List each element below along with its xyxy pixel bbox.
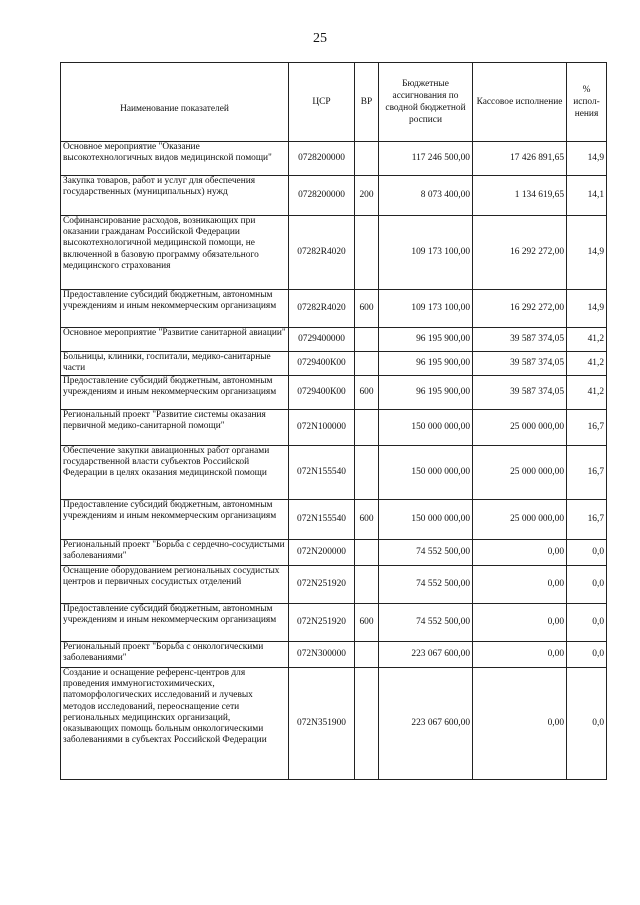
- row-budget-cell: 223 067 600,00: [379, 642, 473, 668]
- row-cash-cell: 25 000 000,00: [473, 410, 567, 446]
- row-name-cell: Региональный проект "Борьба с онкологическими заболеваниями": [61, 642, 289, 668]
- row-percent-cell: 16,7: [567, 500, 607, 540]
- row-csr-cell: 072N155540: [289, 446, 355, 500]
- row-vr-cell: [355, 540, 379, 566]
- table-row: [61, 446, 607, 500]
- row-percent-cell: 41,2: [567, 352, 607, 376]
- row-csr-cell: 072N200000: [289, 540, 355, 566]
- table-row: [61, 604, 607, 642]
- row-percent-cell: 0,0: [567, 642, 607, 668]
- table-row: [61, 566, 607, 604]
- row-name-cell: Больницы, клиники, госпитали, медико-санитарные части: [61, 352, 289, 376]
- row-vr-cell: [355, 446, 379, 500]
- table-row: [61, 668, 607, 780]
- header-percent: % испол-нения: [567, 63, 607, 142]
- row-vr-cell: 600: [355, 500, 379, 540]
- row-name-cell: Основное мероприятие "Развитие санитарной авиации": [61, 328, 289, 352]
- row-cash-cell: 17 426 891,65: [473, 142, 567, 176]
- table-row: [61, 142, 607, 176]
- row-name-cell: Оснащение оборудованием региональных сосудистых центров и первичных сосудистых отделений: [61, 566, 289, 604]
- row-csr-cell: 072N251920: [289, 566, 355, 604]
- table-row: [61, 328, 607, 352]
- row-vr-cell: [355, 668, 379, 780]
- row-name-cell: Создание и оснащение референс-центров для проведения иммуногистохимических, патоморфологических исследований и лучевых методов исследований, переоснащение сети региональных медицинских организаций, оказывающих помощь больным онкологическими заболеваниями в субъектах Российской Федерации: [61, 668, 289, 780]
- header-csr: ЦСР: [289, 63, 355, 142]
- row-vr-cell: 600: [355, 290, 379, 328]
- row-percent-cell: 14,9: [567, 142, 607, 176]
- row-vr-cell: 600: [355, 604, 379, 642]
- row-budget-cell: 74 552 500,00: [379, 566, 473, 604]
- row-vr-cell: [355, 410, 379, 446]
- row-cash-cell: 1 134 619,65: [473, 176, 567, 216]
- row-vr-cell: 600: [355, 376, 379, 410]
- row-cash-cell: 39 587 374,05: [473, 376, 567, 410]
- row-budget-cell: 8 073 400,00: [379, 176, 473, 216]
- table-row: [61, 290, 607, 328]
- row-percent-cell: 16,7: [567, 446, 607, 500]
- row-csr-cell: 0728200000: [289, 176, 355, 216]
- row-csr-cell: 07282R4020: [289, 290, 355, 328]
- row-cash-cell: 16 292 272,00: [473, 216, 567, 290]
- row-percent-cell: 0,0: [567, 566, 607, 604]
- row-budget-cell: 74 552 500,00: [379, 604, 473, 642]
- row-cash-cell: 0,00: [473, 642, 567, 668]
- row-budget-cell: 109 173 100,00: [379, 290, 473, 328]
- table-row: [61, 500, 607, 540]
- row-name-cell: Предоставление субсидий бюджетным, автономным учреждениям и иным некоммерческим организациям: [61, 604, 289, 642]
- row-percent-cell: 14,9: [567, 290, 607, 328]
- table-header-row: [61, 63, 607, 142]
- row-csr-cell: 0729400К00: [289, 376, 355, 410]
- row-csr-cell: 07282R4020: [289, 216, 355, 290]
- table-row: [61, 376, 607, 410]
- row-percent-cell: 0,0: [567, 540, 607, 566]
- row-name-cell: Предоставление субсидий бюджетным, автономным учреждениям и иным некоммерческим организациям: [61, 500, 289, 540]
- header-budget: Бюджетные ассигнования по сводной бюджетной росписи: [379, 63, 473, 142]
- row-budget-cell: 150 000 000,00: [379, 446, 473, 500]
- row-cash-cell: 25 000 000,00: [473, 446, 567, 500]
- row-budget-cell: 150 000 000,00: [379, 500, 473, 540]
- row-name-cell: Софинансирование расходов, возникающих при оказании гражданам Российской Федерации высокотехнологичной медицинской помощи, не включенной в базовую программу обязательного медицинского страхования: [61, 216, 289, 290]
- row-csr-cell: 0729400К00: [289, 352, 355, 376]
- header-vr: ВР: [355, 63, 379, 142]
- row-budget-cell: 150 000 000,00: [379, 410, 473, 446]
- row-percent-cell: 41,2: [567, 328, 607, 352]
- header-name: Наименование показателей: [61, 63, 289, 142]
- row-cash-cell: 25 000 000,00: [473, 500, 567, 540]
- row-percent-cell: 0,0: [567, 604, 607, 642]
- row-budget-cell: 74 552 500,00: [379, 540, 473, 566]
- row-csr-cell: 0728200000: [289, 142, 355, 176]
- header-cash: Кассовое исполнение: [473, 63, 567, 142]
- row-cash-cell: 16 292 272,00: [473, 290, 567, 328]
- table-row: [61, 540, 607, 566]
- table-row: [61, 410, 607, 446]
- row-cash-cell: 0,00: [473, 566, 567, 604]
- row-percent-cell: 14,9: [567, 216, 607, 290]
- table-row: [61, 642, 607, 668]
- table-row: [61, 176, 607, 216]
- row-budget-cell: 109 173 100,00: [379, 216, 473, 290]
- row-name-cell: Закупка товаров, работ и услуг для обеспечения государственных (муниципальных) нужд: [61, 176, 289, 216]
- row-csr-cell: 072N100000: [289, 410, 355, 446]
- row-csr-cell: 072N300000: [289, 642, 355, 668]
- row-cash-cell: 39 587 374,05: [473, 328, 567, 352]
- row-percent-cell: 41,2: [567, 376, 607, 410]
- row-vr-cell: [355, 352, 379, 376]
- row-percent-cell: 0,0: [567, 668, 607, 780]
- row-name-cell: Региональный проект "Борьба с сердечно-сосудистыми заболеваниями": [61, 540, 289, 566]
- row-cash-cell: 0,00: [473, 604, 567, 642]
- row-csr-cell: 072N351900: [289, 668, 355, 780]
- row-csr-cell: 072N251920: [289, 604, 355, 642]
- row-budget-cell: 223 067 600,00: [379, 668, 473, 780]
- row-cash-cell: 0,00: [473, 540, 567, 566]
- budget-execution-table: [60, 62, 607, 780]
- row-name-cell: Предоставление субсидий бюджетным, автономным учреждениям и иным некоммерческим организациям: [61, 376, 289, 410]
- row-percent-cell: 16,7: [567, 410, 607, 446]
- row-vr-cell: [355, 566, 379, 604]
- row-vr-cell: [355, 642, 379, 668]
- row-cash-cell: 39 587 374,05: [473, 352, 567, 376]
- row-name-cell: Обеспечение закупки авиационных работ органами государственной власти субъектов Российской Федерации в целях оказания медицинской помощи: [61, 446, 289, 500]
- row-cash-cell: 0,00: [473, 668, 567, 780]
- row-percent-cell: 14,1: [567, 176, 607, 216]
- row-name-cell: Региональный проект "Развитие системы оказания первичной медико-санитарной помощи": [61, 410, 289, 446]
- row-budget-cell: 117 246 500,00: [379, 142, 473, 176]
- row-name-cell: Основное мероприятие "Оказание высокотехнологичных видов медицинской помощи": [61, 142, 289, 176]
- row-vr-cell: [355, 328, 379, 352]
- row-budget-cell: 96 195 900,00: [379, 376, 473, 410]
- row-vr-cell: [355, 142, 379, 176]
- row-csr-cell: 072N155540: [289, 500, 355, 540]
- row-csr-cell: 0729400000: [289, 328, 355, 352]
- table-row: [61, 216, 607, 290]
- row-budget-cell: 96 195 900,00: [379, 352, 473, 376]
- table-row: [61, 352, 607, 376]
- row-name-cell: Предоставление субсидий бюджетным, автономным учреждениям и иным некоммерческим организациям: [61, 290, 289, 328]
- row-vr-cell: [355, 216, 379, 290]
- row-vr-cell: 200: [355, 176, 379, 216]
- row-budget-cell: 96 195 900,00: [379, 328, 473, 352]
- page-number: 25: [313, 31, 327, 46]
